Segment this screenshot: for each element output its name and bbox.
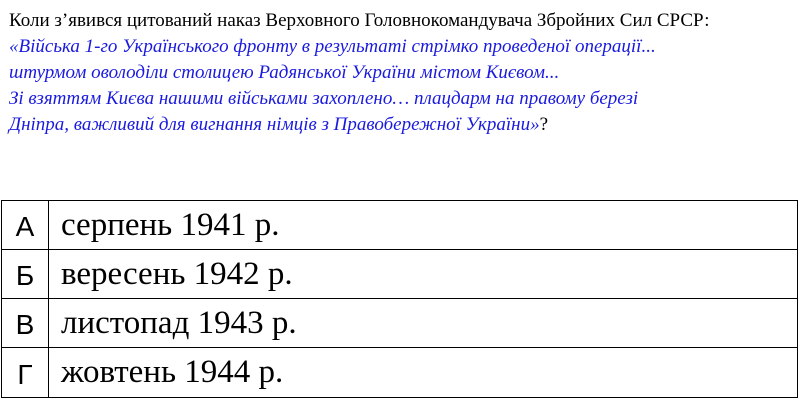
question-text [9,8,791,138]
option-letter: Г [2,348,49,397]
option-text: серпень 1941 р. [61,206,280,243]
option-text: листопад 1943 р. [61,304,297,341]
quote-line-1: «Війська 1-го Українського фронту в результаті стрімко проведеної операції... [9,36,656,57]
answer-option-v[interactable] [2,299,797,348]
option-text: жовтень 1944 р. [61,354,284,390]
question-mark: ? [539,114,549,135]
answer-option-g[interactable] [2,348,797,397]
option-letter: Б [2,250,49,298]
answer-option-a[interactable] [2,201,797,250]
option-letter: В [2,299,49,347]
quote-line-2: штурмом оволоділи столицею Радянської України містом Києвом... [9,62,560,83]
option-letter: А [2,201,49,249]
quote-line-4: Дніпра, важливий для вигнання німців з Правобережної України» [9,114,540,135]
question-intro: Коли з’явився цитований наказ Верховного Головнокомандувача Збройних Сил СРСР: [9,10,710,31]
option-text: вересень 1942 р. [61,255,293,292]
answer-option-b[interactable] [2,250,797,299]
quote-line-3: Зі взяттям Києва нашими військами захоплено… плацдарм на правому березі [9,88,639,109]
answer-options-table [1,200,798,398]
